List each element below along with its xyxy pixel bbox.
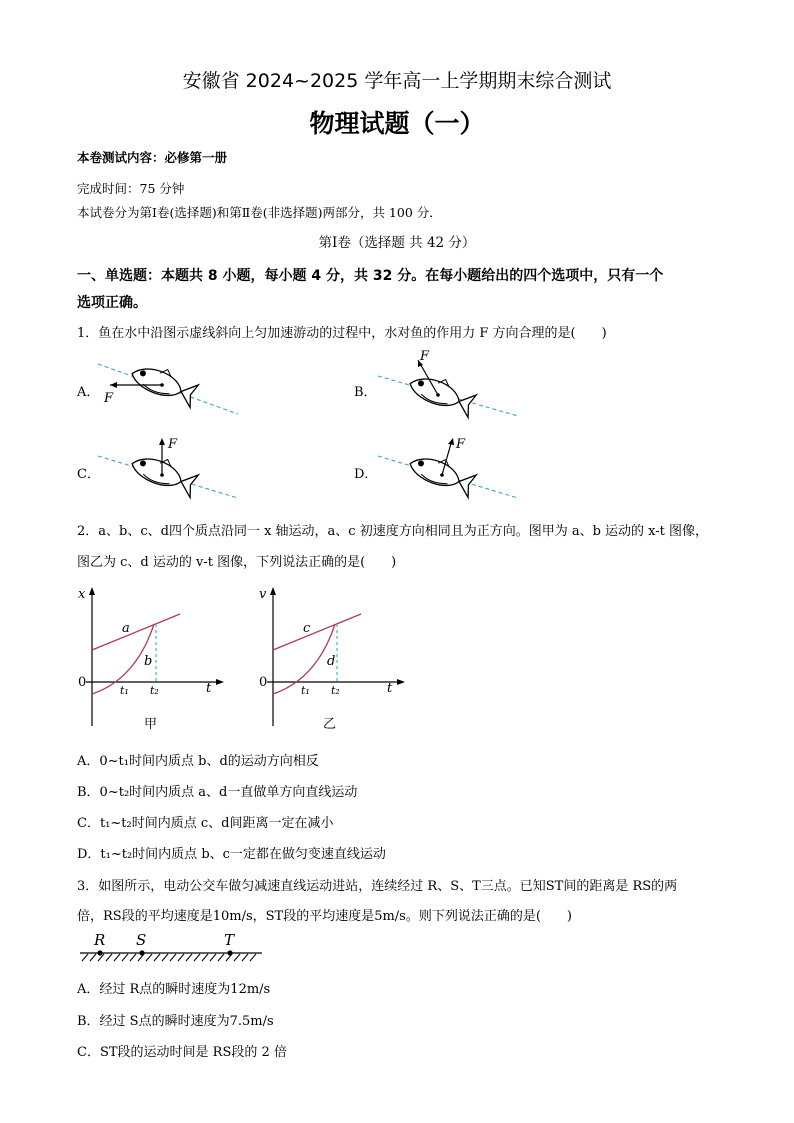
- q2-stem-line2: 图乙为 c、d 运动的 v-t 图像，下列说法正确的是( ): [77, 555, 397, 570]
- q1-option-a-force-label: F: [104, 391, 114, 406]
- q3-option-b: B．经过 S点的瞬时速度为7.5m/s: [77, 1014, 274, 1029]
- q2-option-c: C．t₁~t₂时间内质点 c、d间距离一定在减小: [77, 816, 334, 831]
- q1-option-d-letter: D．: [354, 467, 378, 482]
- q1-option-a-figure: [96, 358, 246, 418]
- q2-yi-y-label: v: [259, 587, 267, 602]
- fish-icon: [128, 449, 200, 498]
- q1-option-b-figure: [374, 348, 524, 420]
- q2-jia-x-label: t: [206, 681, 212, 696]
- q2-jia-t2: t₂: [150, 684, 159, 697]
- part1-title: 第Ⅰ卷（选择题 共 42 分）: [318, 235, 476, 251]
- q3-stem-line2: 倍，RS段的平均速度是10m/s，ST段的平均速度是5m/s。则下列说法正确的是( ): [77, 909, 572, 924]
- q2-yi-curve-label: d: [327, 654, 336, 669]
- q1-option-c-letter: C．: [77, 467, 100, 482]
- section1-heading-line1: 一、单选题：本题共 8 小题，每小题 4 分，共 32 分。在每小题给出的四个选项中，只有一个: [77, 268, 664, 284]
- fish-icon: [128, 359, 200, 408]
- q3-point-r: R: [94, 931, 106, 949]
- q2-yi-line-label: c: [303, 621, 311, 636]
- exam-title-line1: 安徽省 2024~2025 学年高一上学期期末综合测试: [182, 70, 612, 92]
- paper-composition: 本试卷分为第Ⅰ卷(选择题)和第Ⅱ卷(非选择题)两部分，共 100 分．: [77, 205, 442, 220]
- fish-icon: [406, 369, 478, 418]
- q1-option-c-figure: [96, 434, 246, 502]
- q2-yi-t2: t₂: [331, 684, 340, 697]
- q3-point-t: T: [224, 931, 235, 949]
- q3-stem-line1: 3．如图所示，电动公交车做匀减速直线运动进站，连续经过 R、S、T三点。已知ST间的距离是 RS的两: [77, 879, 678, 894]
- q2-graph-jia: [76, 584, 226, 734]
- q1-option-b-force-label: F: [420, 349, 430, 364]
- q2-yi-t1: t₁: [301, 684, 310, 697]
- q2-graph-yi: [257, 584, 407, 734]
- q1-stem: 1．鱼在水中沿图示虚线斜向上匀加速游动的过程中，水对鱼的作用力 F 方向合理的是( ): [77, 326, 607, 341]
- q1-option-d-force-label: F: [456, 437, 466, 452]
- q1-option-d-figure: [374, 434, 524, 502]
- q2-jia-line-label: a: [122, 621, 130, 636]
- q2-option-a: A．0~t₁时间内质点 b、d的运动方向相反: [77, 754, 319, 769]
- q2-stem-line1: 2．a、b、c、d四个质点沿同一 x 轴运动，a、c 初速度方向相同且为正方向。图甲为 a、b 运动的 x-t 图像，: [77, 524, 709, 539]
- q2-yi-caption: 乙: [323, 717, 337, 732]
- exam-title-line2: 物理试题（一）: [309, 109, 485, 138]
- q2-yi-origin: 0: [259, 675, 268, 690]
- fish-icon: [406, 449, 478, 498]
- q2-option-b: B．0~t₂时间内质点 a、d一直做单方向直线运动: [77, 785, 358, 800]
- q2-jia-curve-label: b: [144, 654, 153, 669]
- q1-option-c-force-label: F: [168, 437, 178, 452]
- q2-jia-t1: t₁: [120, 684, 129, 697]
- q2-yi-x-label: t: [387, 681, 393, 696]
- q1-option-b-letter: B．: [354, 385, 377, 400]
- q2-jia-caption: 甲: [144, 717, 158, 732]
- q2-jia-y-label: x: [78, 587, 86, 602]
- test-content: 本卷测试内容：必修第一册: [77, 150, 228, 165]
- q2-option-d: D．t₁~t₂时间内质点 b、c一定都在做匀变速直线运动: [77, 847, 386, 862]
- q3-road-figure: [76, 928, 266, 968]
- completion-time: 完成时间：75 分钟: [77, 181, 185, 196]
- section1-heading-line2: 选项正确。: [77, 295, 147, 311]
- q3-option-c: C．ST段的运动时间是 RS段的 2 倍: [77, 1045, 287, 1060]
- q2-jia-origin: 0: [78, 675, 87, 690]
- q1-option-a-letter: A．: [77, 385, 100, 400]
- q3-option-a: A．经过 R点的瞬时速度为12m/s: [77, 982, 271, 997]
- q3-point-s: S: [136, 931, 147, 949]
